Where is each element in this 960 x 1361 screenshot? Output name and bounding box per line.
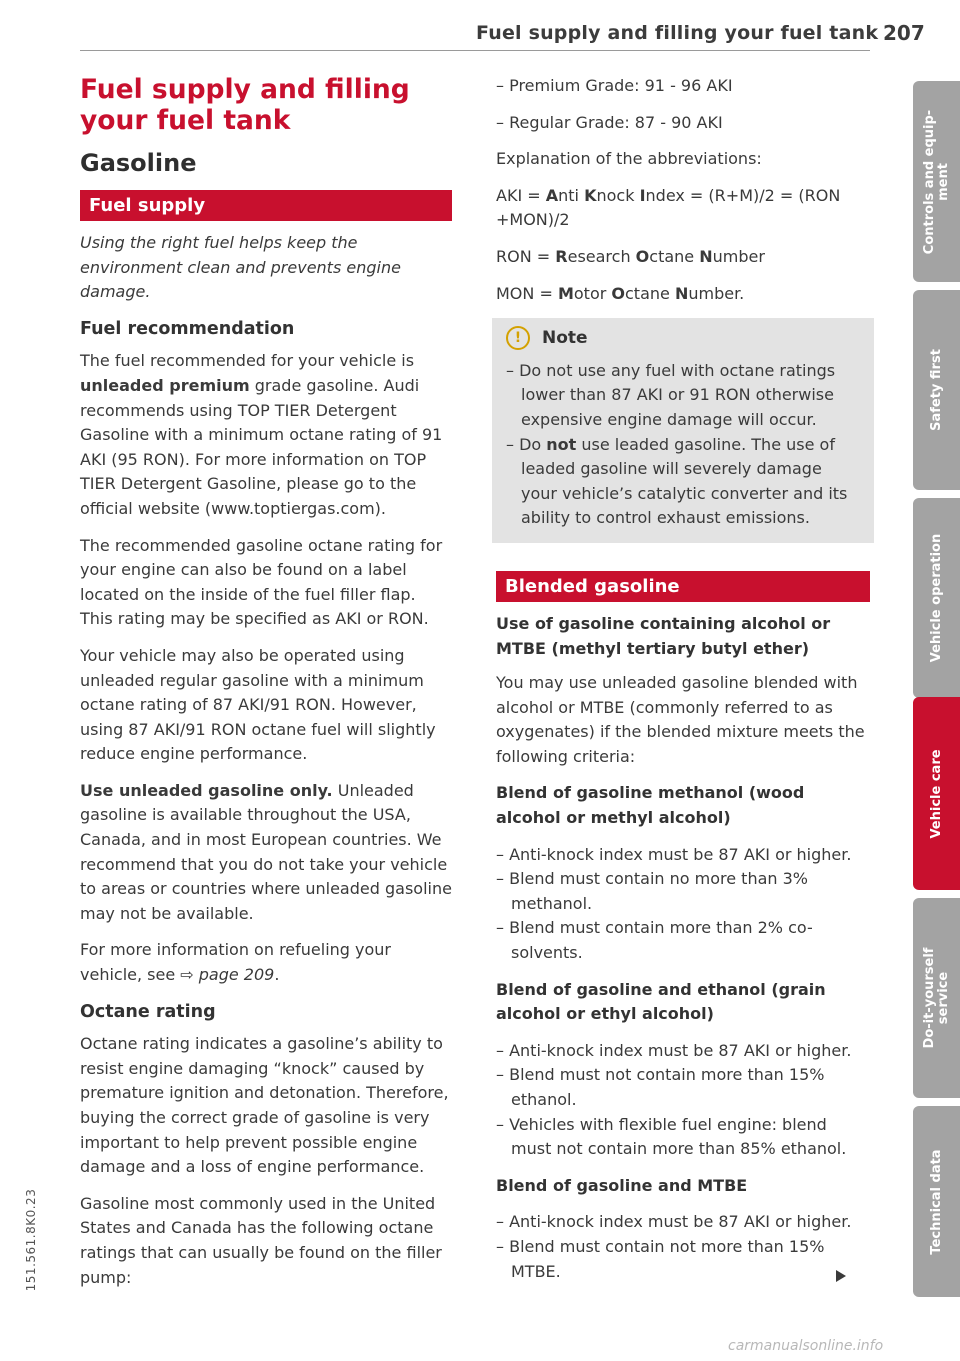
side-tab-label: Technical data (928, 1148, 944, 1255)
section-title: Gasoline (80, 149, 197, 177)
blended-gasoline-bar: Blended gasoline (496, 571, 870, 602)
fuel-recommendation-heading: Fuel recommendation (80, 318, 295, 339)
abbreviations-intro: Explanation of the abbreviations: (496, 149, 762, 169)
ron-definition: RON = Research Octane Number (496, 246, 765, 266)
watermark: carmanualsonline.info (728, 1338, 884, 1354)
subsection-bar: Fuel supply (80, 190, 452, 221)
list-item: – Blend must contain no more than 3% methanol. (496, 869, 809, 913)
left-column (80, 74, 452, 1290)
chapter-title: Fuel supply and filling your fuel tank (80, 74, 410, 136)
page-number: 207 (883, 21, 925, 45)
side-tab-safety[interactable] (913, 290, 960, 490)
paragraph-unleaded: Use unleaded gasoline only. Unleaded gasoline is available throughout the USA, Canada, and in most European countries. We recommend that you do not take your vehicle to areas or countries where unleaded gasoline may not be available. (80, 780, 452, 923)
note-box (492, 318, 874, 543)
note-title: Note (542, 328, 588, 349)
side-tab-do-it-yourself[interactable] (913, 898, 960, 1098)
list-item: – Anti-knock index must be 87 AKI or higher. (496, 1040, 852, 1060)
paragraph-label: The recommended gasoline octane rating for your engine can also be found on a label located on the inside of the fuel filler flap. This rating may be specified as AKI or RON. (80, 535, 443, 629)
side-tab-label: Vehicle operation (928, 533, 944, 663)
octane-rating-heading: Octane rating (80, 1001, 216, 1022)
note-header (506, 326, 860, 351)
list-item: – Anti-knock index must be 87 AKI or higher. (496, 1212, 852, 1232)
side-tab-label: Do-it-yourself service (921, 947, 951, 1049)
list-item: – Anti-knock index must be 87 AKI or higher. (496, 844, 852, 864)
header-divider (80, 50, 870, 51)
mtbe-heading: Blend of gasoline and MTBE (496, 1175, 748, 1195)
running-title: Fuel supply and filling your fuel tank (476, 22, 879, 44)
side-tab-technical-data[interactable] (913, 1106, 960, 1297)
note-item-leaded: – Do not use leaded gasoline. The use of leaded gasoline will severely damage your vehicle’s catalytic converter and its ability to control exhaust emissions. (506, 434, 848, 528)
list-item-premium: – Premium Grade: 91 - 96 AKI (496, 76, 733, 95)
continue-arrow-icon (836, 1270, 846, 1282)
right-column (496, 74, 870, 1284)
blended-paragraph: You may use unleaded gasoline blended with alcohol or MTBE (commonly referred to as oxygenates) if the blended mixture meets the following criteria: (496, 673, 865, 766)
ethanol-heading: Blend of gasoline and ethanol (grain alcohol or ethyl alcohol) (496, 979, 826, 1024)
list-item: – Blend must contain more than 2% co-solvents. (496, 918, 813, 963)
intro-text: Using the right fuel helps keep the environment clean and prevents engine damage. (80, 233, 401, 302)
page-reference-link[interactable]: ⇨ page 209 (180, 965, 275, 985)
paragraph-regular: Your vehicle may also be operated using unleaded regular gasoline with a minimum octane rating of 87 AKI/91 RON. However, using 87 AKI/91 RON octane fuel will slightly reduce engine performance. (80, 645, 436, 764)
side-tab-controls[interactable] (913, 81, 960, 282)
list-item: – Blend must contain not more than 15% MTBE. (496, 1236, 825, 1281)
blended-heading: Use of gasoline containing alcohol or MTBE (methyl tertiary butyl ether) (496, 613, 831, 658)
list-item: – Vehicles with flexible fuel engine: blend must not contain more than 85% ethanol. (496, 1114, 847, 1159)
paragraph-refuel-ref: For more information on refueling your vehicle, see ⇨ page 209. (80, 940, 391, 985)
aki-definition: AKI = Anti Knock Index = (R+M)/2 = (RON +MON)/2 (496, 185, 841, 230)
side-tab-label: Vehicle care (928, 748, 944, 839)
side-tab-vehicle-operation[interactable] (913, 498, 960, 698)
side-tab-label: Controls and equip- ment (921, 109, 951, 254)
list-item: – Blend must not contain more than 15% ethanol. (496, 1065, 825, 1109)
document-code: 151.561.8K0.23 (24, 1188, 38, 1291)
exclamation-icon: ! (506, 326, 530, 350)
note-item-octane: – Do not use any fuel with octane ratings lower than 87 AKI or 91 RON otherwise expensive engine damage will occur. (506, 360, 836, 429)
side-tab-vehicle-care[interactable] (913, 697, 960, 890)
paragraph-us-canada: Gasoline most commonly used in the United States and Canada has the following octane ratings that can usually be found on the filler pump: (80, 1193, 442, 1287)
paragraph-octane: Octane rating indicates a gasoline’s ability to resist engine damaging “knock” caused by premature ignition and detonation. Therefore, buying the correct grade of gasoline is very important to help prevent possible engine damage and a loss of engine performance. (80, 1034, 449, 1177)
mon-definition: MON = Motor Octane Number. (496, 283, 745, 303)
paragraph-recommendation: The fuel recommended for your vehicle is unleaded premium grade gasoline. Audi recommends using TOP TIER Detergent Gasoline with a minimum octane rating of 91 AKI (95 RON). For more information on TOP TIER Detergent Gasoline, please go to the official website (www.toptiergas.com). (80, 351, 443, 518)
methanol-heading: Blend of gasoline methanol (wood alcohol or methyl alcohol) (496, 783, 805, 828)
side-tab-label: Safety first (928, 349, 944, 431)
list-item-regular: – Regular Grade: 87 - 90 AKI (496, 112, 723, 132)
